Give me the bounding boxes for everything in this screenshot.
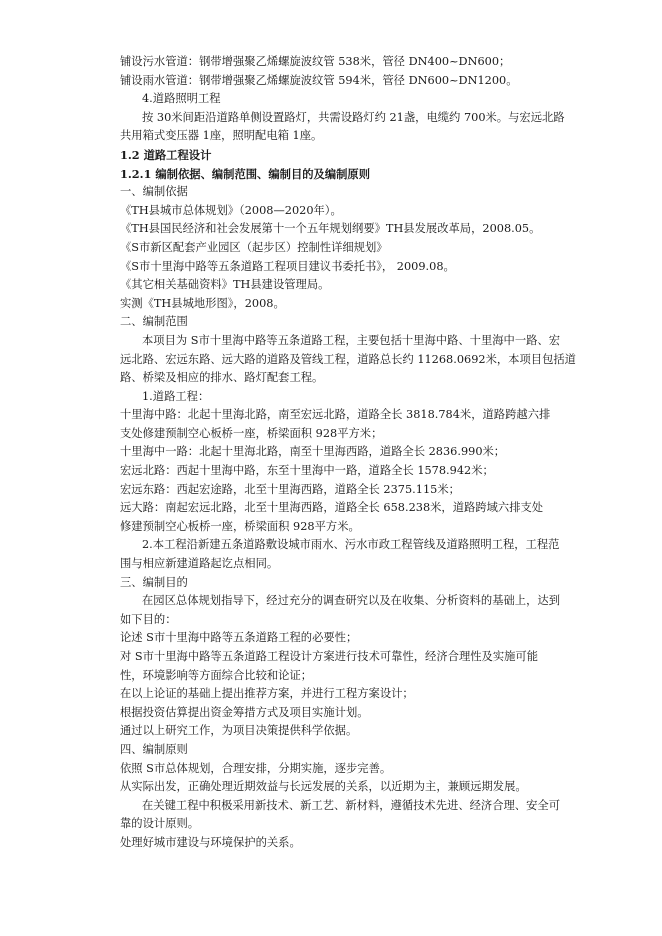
text-line: 宏远东路：西起宏途路，北至十里海西路，道路全长 2375.115米； [120,482,460,496]
document-body [120,53,576,853]
text-line: 对 S市十里海中路等五条道路工程设计方案进行技术可靠性，经济合理性及实施可能 [120,650,539,663]
text-line: 2.本工程沿新建五条道路敷设城市雨水、污水市政工程管线及道路照明工程，工程范 [142,538,560,552]
text-line: 如下目的： [120,612,177,626]
text-line: 围与相应新建道路起讫点相同。 [120,557,279,571]
text-line: 三、编制目的 [120,575,188,589]
text-line: 从实际出发，正确处理近期效益与长远发展的关系，以近期为主，兼顾远期发展。 [120,780,527,794]
text-line: 《其它相关基础资料》TH县建设管理局。 [120,278,330,292]
text-line: 《S市十里海中路等五条道路工程项目建议书委托书》， 2009.08。 [120,259,455,273]
text-line: 靠的设计原则。 [120,817,200,831]
text-line: 铺设雨水管道：钢带增强聚乙烯螺旋波纹管 594米，管径 DN600~DN1200。 [120,73,518,87]
section-heading: 1.2 道路工程设计 [120,147,212,162]
text-line: 《TH县城市总体规划》（2008—2020年）。 [120,203,342,217]
text-line: 在关键工程中积极采用新技术、新工艺、新材料，遵循技术先进、经济合理、安全可 [142,798,560,812]
text-line: 《S市新区配套产业园区（起步区）控制性详细规划》 [120,240,388,254]
text-line: 通过以上研究工作，为项目决策提供科学依据。 [120,724,358,738]
text-line: 《TH县国民经济和社会发展第十一个五年规划纲要》TH县发展改革局，2008.05。 [120,222,541,236]
text-line: 支处修建预制空心板桥一座，桥梁面积 928平方米； [120,426,383,440]
text-line: 修建预制空心板桥一座，桥梁面积 928平方米。 [120,519,360,533]
text-line: 十里海中路：北起十里海北路，南至宏远北路，道路全长 3818.784米，道路跨越六排 [120,408,551,422]
text-line: 依照 S市总体规划，合理安排，分期实施，逐步完善。 [120,761,392,775]
text-line: 宏远北路：西起十里海中路，东至十里海中一路，道路全长 1578.942米； [120,464,494,478]
text-line: 论述 S市十里海中路等五条道路工程的必要性； [120,631,358,645]
text-line: 路、桥梁及相应的排水、路灯配套工程。 [120,371,324,385]
text-line: 在以上论证的基础上提出推荐方案，并进行工程方案设计； [120,687,414,701]
text-line: 共用箱式变压器 1座，照明配电箱 1座。 [120,129,323,143]
text-line: 铺设污水管道：钢带增强聚乙烯螺旋波纹管 538米，管径 DN400~DN600； [120,55,511,68]
text-line: 按 30米间距沿道路单侧设置路灯，共需设路灯约 21盏，电缆约 700米。与宏远北路 [142,110,565,124]
text-line: 在园区总体规划指导下，经过充分的调查研究以及在收集、分析资料的基础上，达到 [142,594,560,608]
text-line: 处理好城市建设与环境保护的关系。 [120,835,301,849]
text-line: 4.道路照明工程 [142,92,221,106]
text-line: 十里海中一路：北起十里海北路，南至十里海西路，道路全长 2836.990米； [120,445,506,459]
text-line: 远北路、宏远东路、远大路的道路及管线工程，道路总长约 11268.0692米，本项目包括道 [120,352,576,366]
text-line: 性，环境影响等方面综合比较和论证； [120,668,313,682]
text-line: 本项目为 S市十里海中路等五条道路工程，主要包括十里海中路、十里海中一路、宏 [142,333,561,347]
text-line: 1.道路工程： [142,389,210,403]
text-line: 二、编制范围 [120,315,188,329]
text-line: 四、编制原则 [120,742,188,756]
subsection-heading: 1.2.1 编制依据、编制范围、编制目的及编制原则 [120,166,371,181]
text-line: 一、编制依据 [120,185,188,199]
text-line: 根据投资估算提出资金筹措方式及项目实施计划。 [120,705,369,719]
text-line: 实测《TH县城地形图》，2008。 [120,296,285,310]
text-line: 远大路：南起宏远北路，北至十里海西路，道路全长 658.238米，道路跨域六排支处 [120,501,544,515]
